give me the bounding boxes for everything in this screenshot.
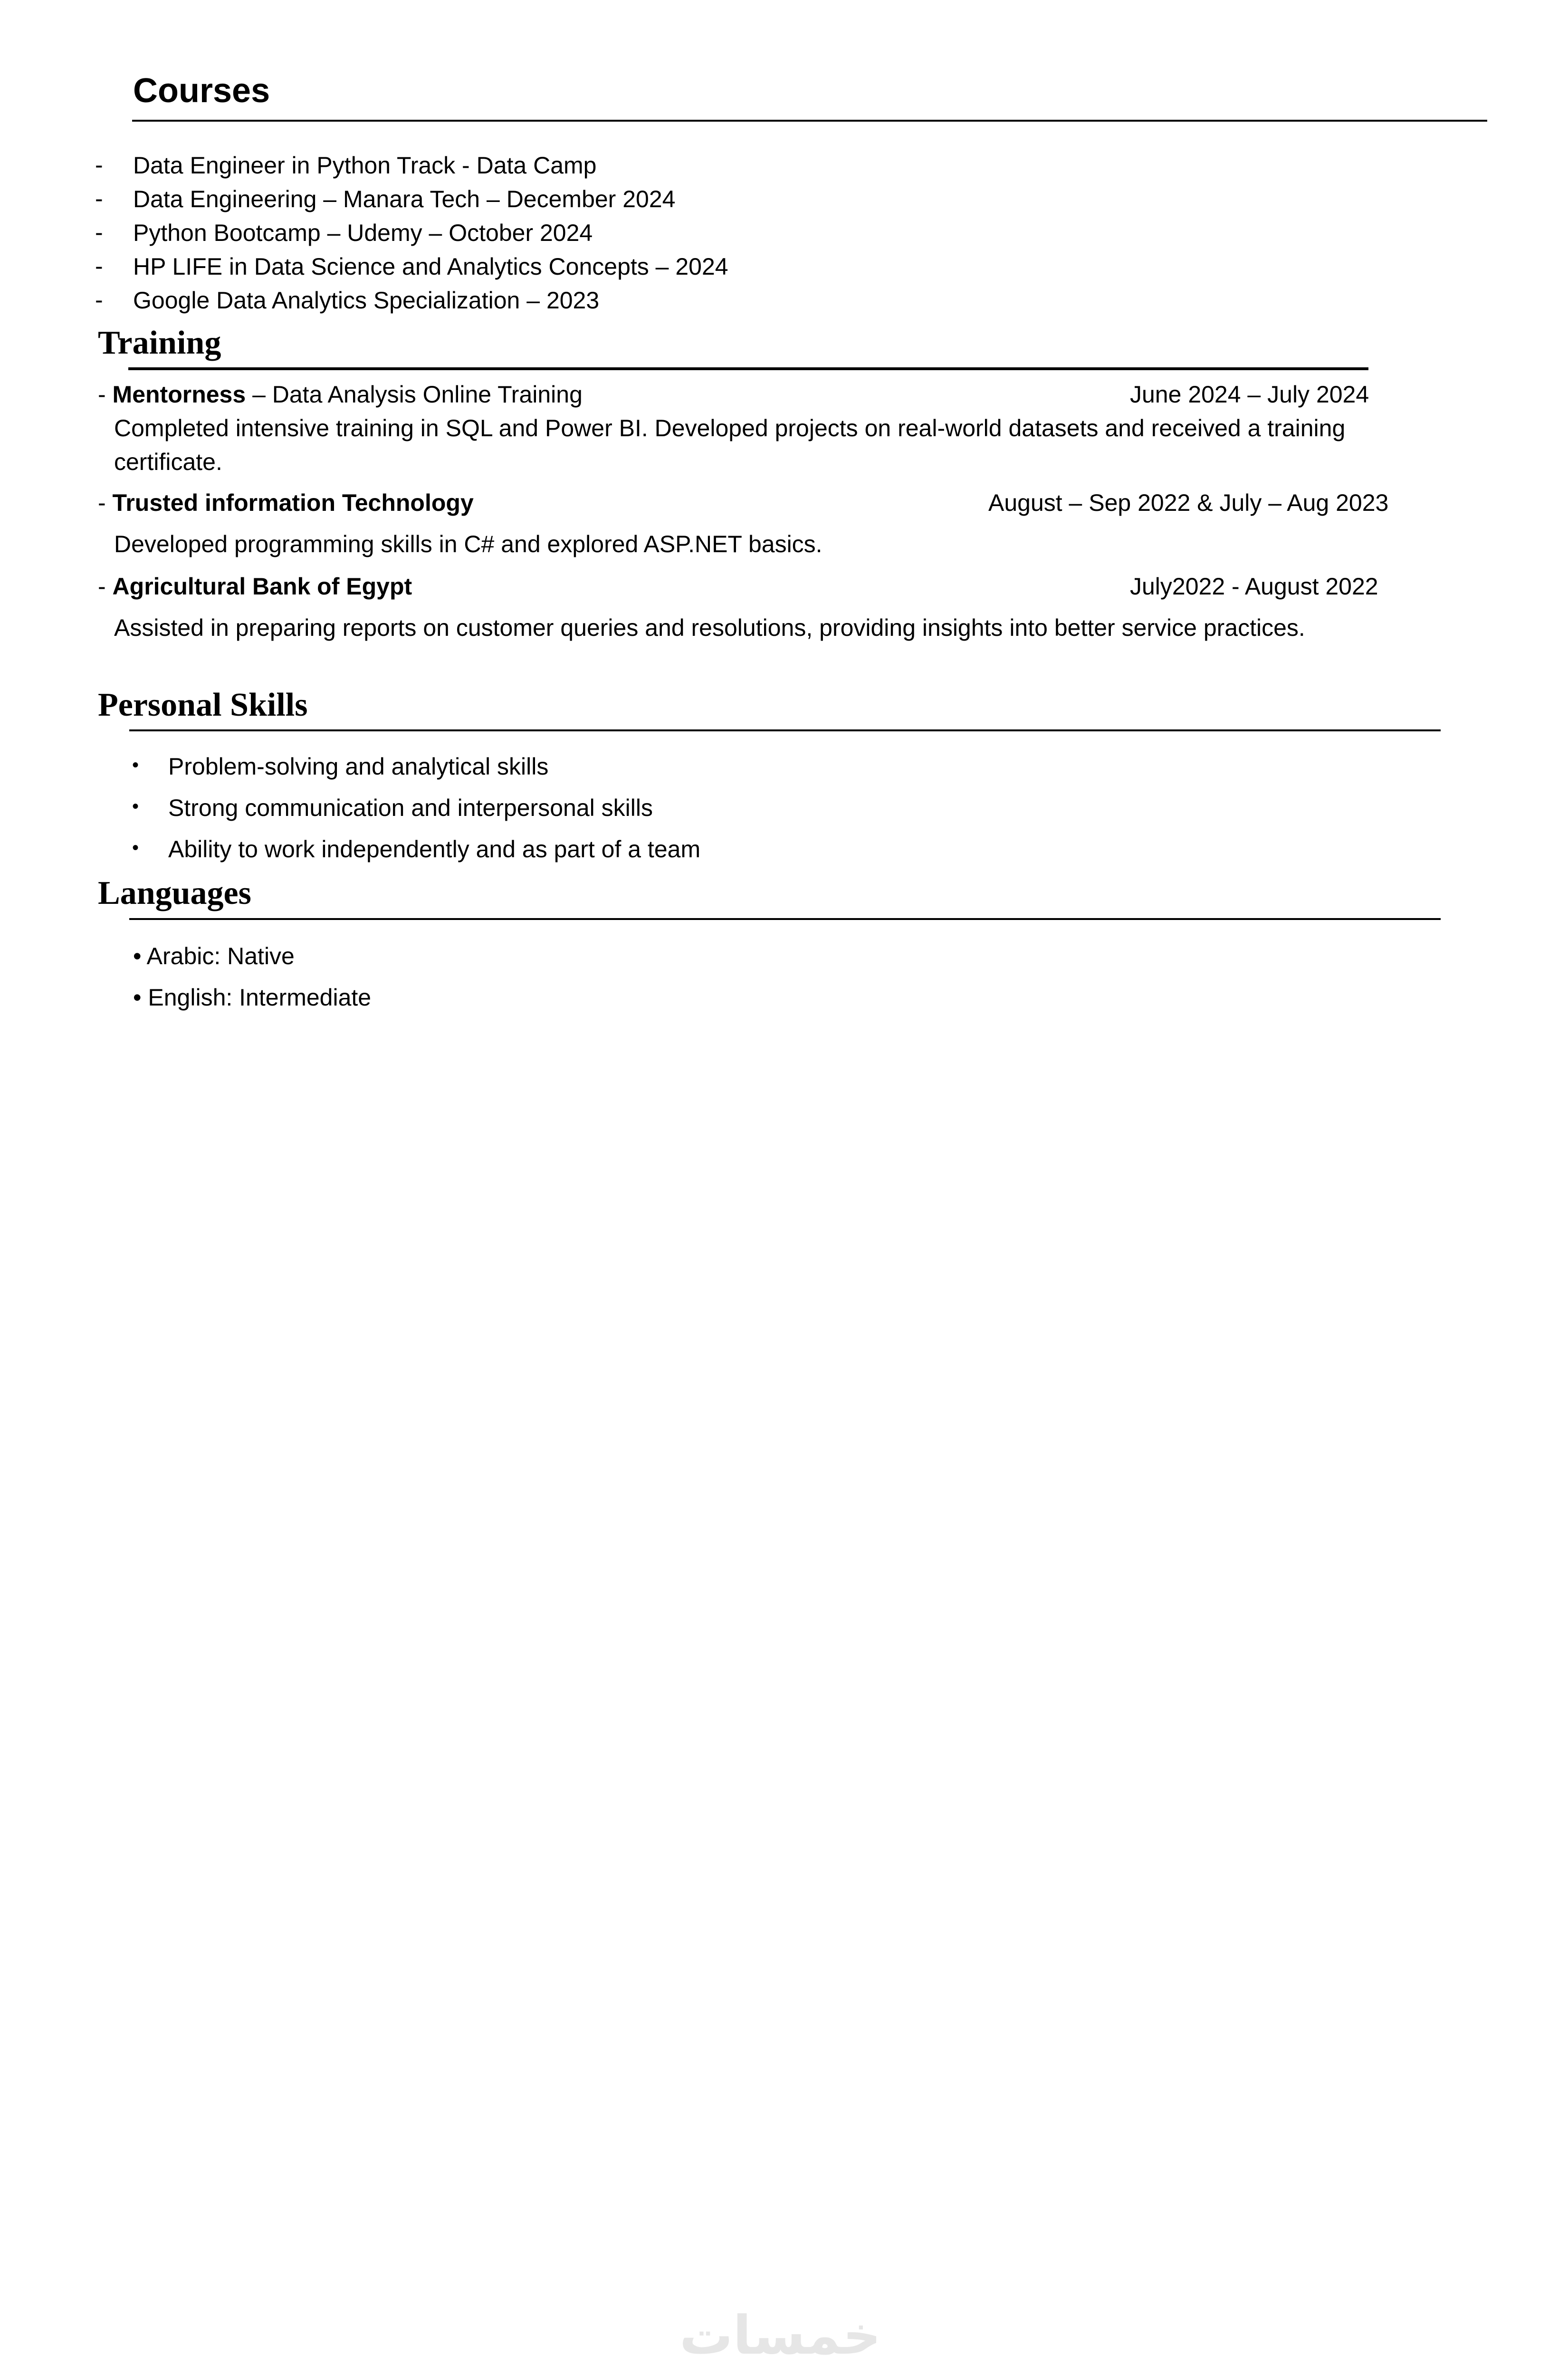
list-bullet: -	[95, 185, 103, 212]
course-item: HP LIFE in Data Science and Analytics Concepts – 2024	[133, 253, 728, 280]
list-bullet: -	[95, 253, 103, 279]
language-item: • Arabic: Native	[133, 943, 295, 969]
training-description: certificate.	[114, 449, 222, 475]
course-item: Google Data Analytics Specialization – 2023	[133, 287, 600, 314]
training-title	[98, 380, 583, 409]
list-bullet: -	[95, 287, 103, 313]
training-org: Agricultural Bank of Egypt	[112, 573, 412, 600]
list-bullet: •	[132, 796, 139, 817]
training-title	[98, 489, 474, 517]
training-heading: Training	[98, 325, 221, 361]
training-dates: August – Sep 2022 & July – Aug 2023	[988, 489, 1389, 516]
list-bullet: -	[95, 152, 103, 178]
training-org: Mentorness	[112, 381, 246, 408]
skill-item: Problem-solving and analytical skills	[168, 753, 549, 780]
training-rule	[128, 367, 1368, 370]
languages-rule	[129, 918, 1441, 920]
skill-item: Strong communication and interpersonal skills	[168, 795, 653, 821]
personal-skills-heading: Personal Skills	[98, 687, 308, 723]
skill-item: Ability to work independently and as part of a team	[168, 836, 701, 862]
list-bullet: •	[132, 755, 139, 776]
watermark-logo: خمسات	[679, 2305, 881, 2366]
training-description: Assisted in preparing reports on customer queries and resolutions, providing insights into better service practices.	[114, 614, 1305, 641]
training-role: – Data Analysis Online Training	[246, 381, 583, 408]
courses-heading: Courses	[133, 72, 270, 110]
training-title	[98, 572, 412, 601]
entry-prefix: -	[98, 573, 113, 600]
training-description: Developed programming skills in C# and explored ASP.NET basics.	[114, 531, 822, 557]
training-dates: July2022 - August 2022	[1130, 573, 1378, 600]
courses-rule	[132, 120, 1487, 122]
list-bullet: •	[132, 837, 139, 858]
training-description: Completed intensive training in SQL and Power BI. Developed projects on real-world datasets and received a training	[114, 415, 1346, 441]
entry-prefix: -	[98, 489, 113, 516]
training-org: Trusted information Technology	[112, 489, 474, 516]
language-item: • English: Intermediate	[133, 984, 372, 1011]
course-item: Data Engineering – Manara Tech – December 2024	[133, 186, 676, 212]
personal-skills-rule	[129, 729, 1441, 731]
entry-prefix: -	[98, 381, 113, 408]
course-item: Python Bootcamp – Udemy – October 2024	[133, 220, 593, 246]
course-item: Data Engineer in Python Track - Data Camp	[133, 152, 597, 179]
training-dates: June 2024 – July 2024	[1130, 381, 1369, 408]
languages-heading: Languages	[98, 875, 251, 911]
list-bullet: -	[95, 219, 103, 246]
